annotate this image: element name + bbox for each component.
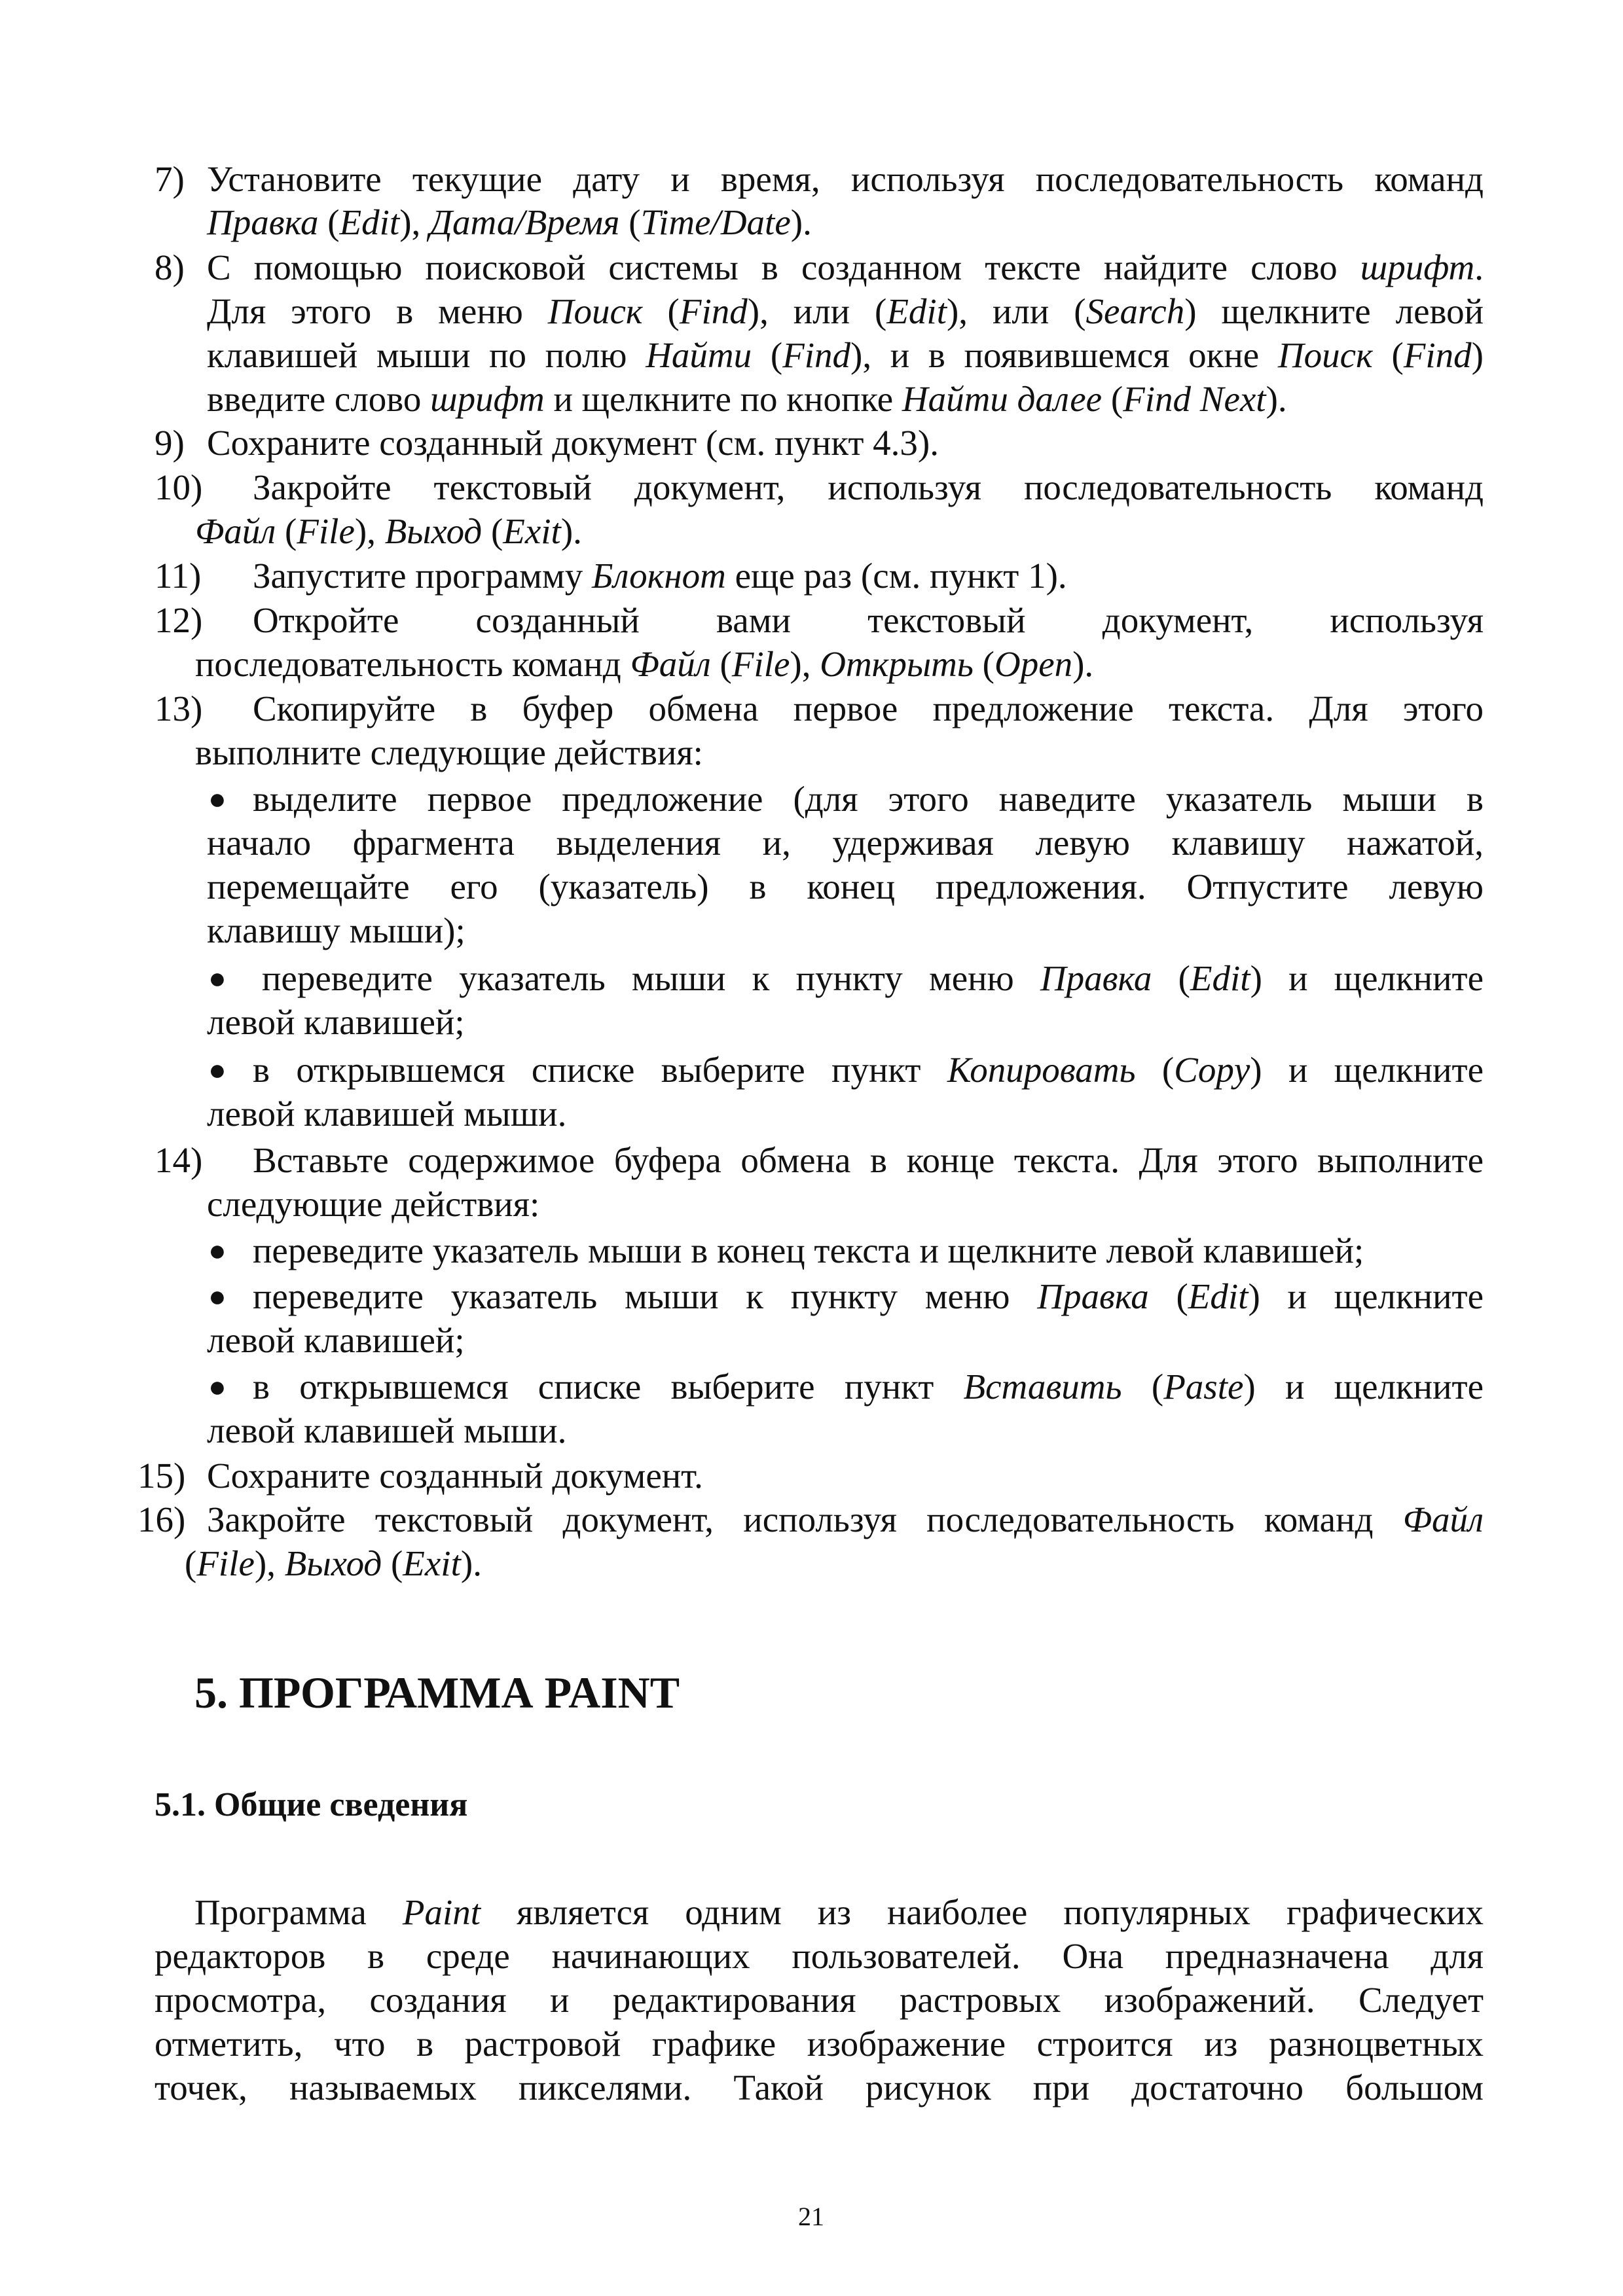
item-8-number: 8) bbox=[155, 247, 185, 287]
item-13-number: 13) bbox=[155, 689, 203, 728]
item-11-number: 11) bbox=[155, 556, 202, 596]
item-14-bullet-2-line-1: переведите указатель мыши к пункту меню Правка (Edit) и щелкните bbox=[253, 1276, 1484, 1316]
item-10-line-2: Файл (File), Выход (Exit). bbox=[195, 511, 582, 551]
item-13-bullet-2-line-1: переведите указатель мыши к пункту меню Правка (Edit) и щелкните bbox=[262, 958, 1484, 998]
paragraph-line-1: Программа Paint является одним из наиболее популярных графических bbox=[194, 1892, 1484, 1932]
item-13-line-2: выполните следующие действия: bbox=[195, 732, 703, 772]
bullet-icon: ● bbox=[208, 1370, 227, 1403]
item-7-number: 7) bbox=[155, 159, 185, 199]
item-8-line-2: Для этого в меню Поиск (Find), или (Edit), или (Search) щелкните левой bbox=[207, 291, 1484, 331]
item-8-line-3: клавишей мыши по полю Найти (Find), и в появившемся окне Поиск (Find) bbox=[207, 335, 1484, 375]
item-9-line-1: Сохраните созданный документ (см. пункт 4.3). bbox=[207, 423, 939, 463]
bullet-icon: ● bbox=[208, 782, 227, 816]
item-13-bullet-3-line-2: левой клавишей мыши. bbox=[207, 1094, 567, 1134]
item-14-line-2: следующие действия: bbox=[207, 1184, 540, 1224]
item-7-line-1: Установите текущие дату и время, используя последовательность команд bbox=[207, 159, 1484, 199]
item-14-bullet-2-line-2: левой клавишей; bbox=[207, 1320, 465, 1360]
item-13-bullet-1-line-3: перемещайте его (указатель) в конец предложения. Отпустите левую bbox=[207, 867, 1484, 906]
item-13-bullet-1-line-1: выделите первое предложение (для этого наведите указатель мыши в bbox=[253, 779, 1484, 819]
item-16-line-1: Закройте текстовый документ, используя последовательность команд Файл bbox=[207, 1499, 1484, 1539]
bullet-icon: ● bbox=[208, 1234, 227, 1267]
item-14-bullet-3-line-2: левой клавишей мыши. bbox=[207, 1410, 567, 1450]
item-8-line-4: введите слово шрифт и щелкните по кнопке Найти далее (Find Next). bbox=[207, 379, 1287, 419]
item-14-line-1: Вставьте содержимое буфера обмена в конце текста. Для этого выполните bbox=[253, 1140, 1484, 1180]
item-14-bullet-1-line-1: переведите указатель мыши в конец текста и щелкните левой клавишей; bbox=[253, 1230, 1364, 1270]
paragraph-line-5: точек, называемых пикселями. Такой рисунок при достаточно большом bbox=[155, 2068, 1484, 2108]
paragraph-line-4: отметить, что в растровой графике изображение строится из разноцветных bbox=[155, 2024, 1484, 2064]
item-11-line-1: Запустите программу Блокнот еще раз (см. пункт 1). bbox=[253, 556, 1067, 596]
item-14-number: 14) bbox=[155, 1140, 203, 1180]
item-15-line-1: Сохраните созданный документ. bbox=[207, 1456, 703, 1496]
bullet-icon: ● bbox=[208, 1053, 227, 1086]
item-13-line-1: Скопируйте в буфер обмена первое предложение текста. Для этого bbox=[253, 689, 1484, 728]
item-7-line-2: Правка (Edit), Дата/Время (Time/Date). bbox=[207, 202, 812, 242]
item-16-number: 16) bbox=[137, 1499, 186, 1539]
subsection-heading: 5.1. Общие сведения bbox=[155, 1786, 468, 1823]
item-14-bullet-3-line-1: в открывшемся списке выберите пункт Вставить (Paste) и щелкните bbox=[253, 1367, 1484, 1407]
item-13-bullet-1-line-4: клавишу мыши); bbox=[207, 910, 465, 950]
paragraph-line-2: редакторов в среде начинающих пользователей. Она предназначена для bbox=[155, 1936, 1484, 1976]
item-10-number: 10) bbox=[155, 467, 203, 507]
item-9-number: 9) bbox=[155, 423, 185, 463]
item-16-line-2: (File), Выход (Exit). bbox=[185, 1543, 482, 1583]
paragraph-line-3: просмотра, создания и редактирования растровых изображений. Следует bbox=[155, 1980, 1484, 2020]
item-12-line-1: Откройте созданный вами текстовый документ, используя bbox=[253, 600, 1484, 640]
item-8-line-1: С помощью поисковой системы в созданном тексте найдите слово шрифт. bbox=[207, 247, 1484, 287]
bullet-icon: ● bbox=[208, 961, 227, 995]
item-13-bullet-2-line-2: левой клавишей; bbox=[207, 1002, 465, 1042]
page-number: 21 bbox=[798, 2202, 824, 2231]
item-15-number: 15) bbox=[137, 1456, 186, 1496]
item-13-bullet-1-line-2: начало фрагмента выделения и, удерживая левую клавишу нажатой, bbox=[207, 823, 1484, 863]
item-12-number: 12) bbox=[155, 600, 203, 640]
item-13-bullet-3-line-1: в открывшемся списке выберите пункт Копировать (Copy) и щелкните bbox=[253, 1050, 1484, 1090]
item-12-line-2: последовательность команд Файл (File), Открыть (Open). bbox=[195, 644, 1094, 684]
section-heading: 5. ПРОГРАММА PAINT bbox=[194, 1668, 680, 1717]
item-10-line-1: Закройте текстовый документ, используя последовательность команд bbox=[253, 467, 1484, 507]
bullet-icon: ● bbox=[208, 1280, 227, 1313]
